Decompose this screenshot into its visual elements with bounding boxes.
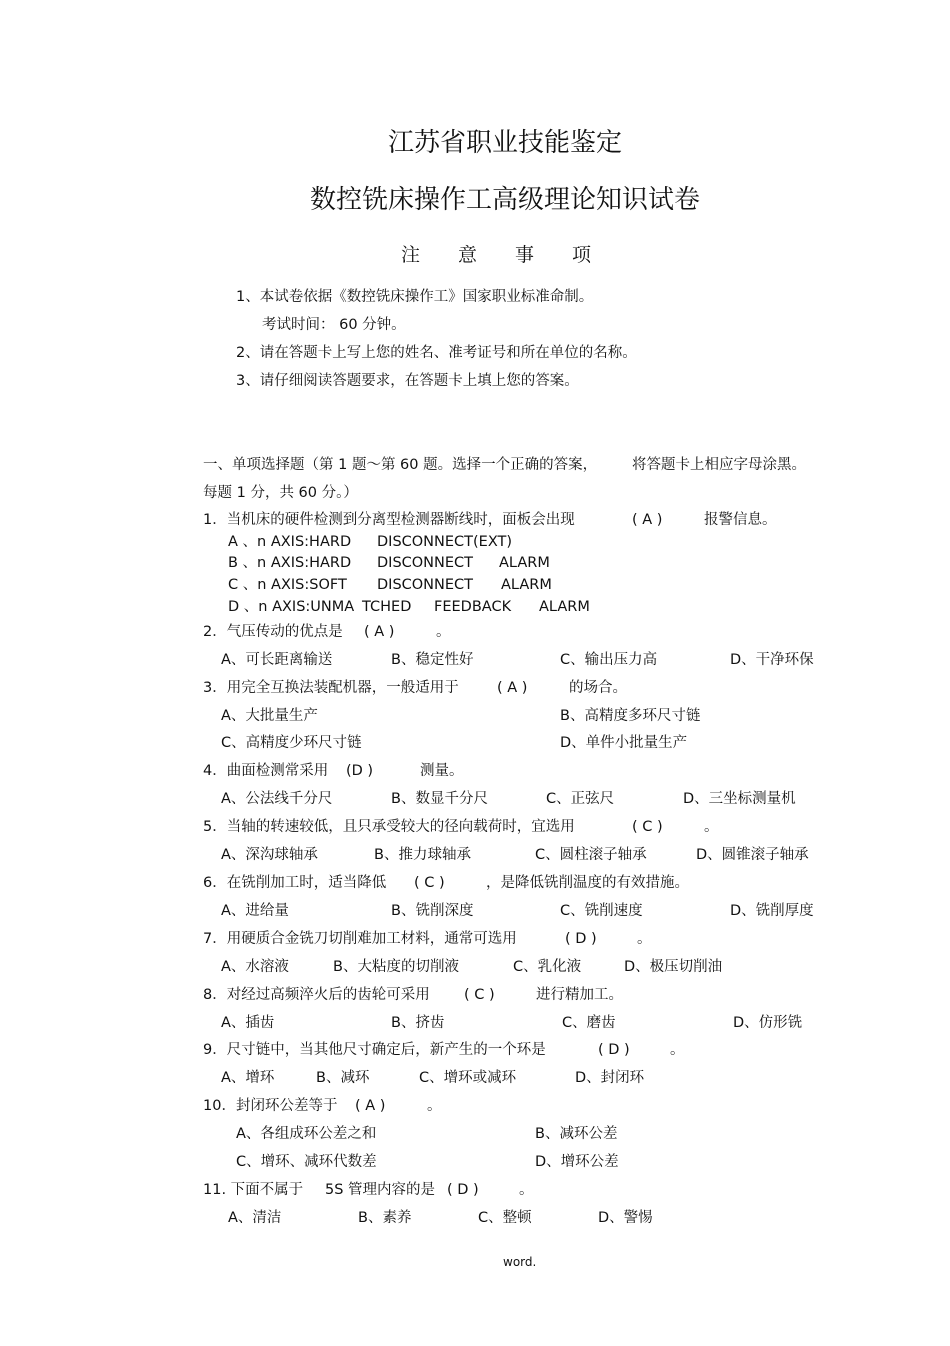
question-11-option-c: C、整顿 — [478, 1210, 532, 1226]
question-4-tail: 测量。 — [420, 763, 464, 779]
question-7-option-d: D、极压切削油 — [624, 959, 723, 975]
question-5-answer: ( C ) — [632, 819, 663, 835]
question-1-option-d-part: TCHED — [362, 599, 412, 615]
question-4-option-d: D、三坐标测量机 — [683, 791, 796, 807]
question-5-stem: 5．当轴的转速较低，且只承受较大的径向载荷时，宜选用 — [203, 819, 575, 835]
question-10-answer: ( A ) — [355, 1098, 386, 1114]
question-1-option-c-part: DISCONNECT — [377, 577, 474, 593]
question-5-tail: 。 — [704, 819, 719, 835]
section-instructions-b: 将答题卡上相应字母涂黑。 — [632, 457, 806, 473]
page-subtitle: 数控铣床操作工高级理论知识试卷 — [309, 185, 700, 215]
question-9-stem: 9．尺寸链中，当其他尺寸确定后，新产生的一个环是 — [203, 1042, 546, 1058]
question-7-stem: 7．用硬质合金铣刀切削难加工材料，通常可选用 — [203, 931, 517, 947]
notice-item-time: 考试时间： 60 分钟。 — [262, 317, 406, 333]
question-5-option-b: B、推力球轴承 — [374, 847, 471, 863]
question-2-stem: 2．气压传动的优点是 — [203, 624, 343, 640]
notice-item-3: 3、请仔细阅读答题要求，在答题卡上填上您的答案。 — [236, 373, 579, 389]
question-1-stem: 1．当机床的硬件检测到分离型检测器断线时，面板会出现 — [203, 512, 575, 528]
question-2-option-c: C、输出压力高 — [560, 652, 658, 668]
question-8-tail: 进行精加工。 — [536, 987, 623, 1003]
page-title: 江苏省职业技能鉴定 — [387, 128, 622, 158]
question-1-option-d-part: ALARM — [539, 599, 590, 615]
question-7-option-a: A、水溶液 — [221, 959, 289, 975]
question-1-option-d-part: FEEDBACK — [434, 599, 512, 615]
question-10-option-c: C、增环、减环代数差 — [236, 1154, 377, 1170]
question-8-option-c: C、磨齿 — [562, 1015, 616, 1031]
question-10-tail: 。 — [427, 1098, 442, 1114]
question-6-option-d: D、铣削厚度 — [730, 903, 814, 919]
question-6-tail: ，是降低铣削温度的有效措施。 — [486, 875, 689, 891]
question-6-option-c: C、铣削速度 — [560, 903, 643, 919]
question-6-option-b: B、铣削深度 — [391, 903, 474, 919]
question-11-option-a: A、清洁 — [228, 1210, 282, 1226]
page-footer: word. — [503, 1255, 537, 1269]
question-4-stem: 4．曲面检测常采用 — [203, 763, 329, 779]
question-2-option-a: A、可长距离输送 — [221, 652, 333, 668]
question-1-tail: 报警信息。 — [704, 512, 777, 528]
question-10-stem: 10．封闭环公差等于 — [203, 1098, 338, 1114]
question-3-option-c: C、高精度少环尺寸链 — [221, 735, 362, 751]
question-8-stem: 8．对经过高频淬火后的齿轮可采用 — [203, 987, 430, 1003]
question-3-answer: ( A ) — [497, 680, 528, 696]
question-6-stem: 6．在铣削加工时，适当降低 — [203, 875, 387, 891]
question-5-option-a: A、深沟球轴承 — [221, 847, 318, 863]
question-8-answer: ( C ) — [464, 987, 495, 1003]
question-2-answer: ( A ) — [364, 624, 395, 640]
question-11-answer: ( D ) — [447, 1182, 479, 1198]
section-scoring: 每题 1 分，共 60 分。） — [203, 485, 358, 501]
question-1-option-c-part: ALARM — [501, 577, 552, 593]
question-4-option-b: B、数显千分尺 — [391, 791, 488, 807]
question-2-tail: 。 — [436, 624, 451, 640]
question-1-option-c: C 、n AXIS:SOFT — [228, 577, 347, 593]
question-10-option-a: A、各组成环公差之和 — [236, 1126, 377, 1142]
notice-item-2: 2、请在答题卡上写上您的姓名、准考证号和所在单位的名称。 — [236, 345, 637, 361]
question-8-option-a: A、插齿 — [221, 1015, 275, 1031]
question-9-tail: 。 — [670, 1042, 685, 1058]
question-9-answer: ( D ) — [598, 1042, 630, 1058]
question-11-option-b: B、素养 — [358, 1210, 412, 1226]
question-5-option-c: C、圆柱滚子轴承 — [535, 847, 647, 863]
question-4-option-a: A、公法线千分尺 — [221, 791, 333, 807]
notice-item-1: 1、本试卷依据《数控铣床操作工》国家职业标准命制。 — [236, 289, 594, 305]
question-9-option-c: C、增环或减环 — [419, 1070, 517, 1086]
question-9-option-d: D、封闭环 — [575, 1070, 645, 1086]
question-7-answer: ( D ) — [565, 931, 597, 947]
question-6-option-a: A、进给量 — [221, 903, 289, 919]
question-10-option-d: D、增环公差 — [535, 1154, 619, 1170]
question-1-answer: ( A ) — [632, 512, 663, 528]
question-9-option-b: B、减环 — [316, 1070, 370, 1086]
question-1-option-b: B 、n AXIS:HARD — [228, 555, 352, 571]
question-1-option-b-part: ALARM — [499, 555, 550, 571]
question-7-tail: 。 — [637, 931, 652, 947]
question-2-option-d: D、干净环保 — [730, 652, 814, 668]
section-instructions-a: 一、单项选择题（第 1 题～第 60 题。选择一个正确的答案， — [203, 457, 598, 473]
question-11-option-d: D、警惕 — [598, 1210, 653, 1226]
question-8-option-d: D、仿形铣 — [733, 1015, 803, 1031]
question-9-option-a: A、增环 — [221, 1070, 275, 1086]
question-8-option-b: B、挤齿 — [391, 1015, 445, 1031]
question-7-option-c: C、乳化液 — [513, 959, 582, 975]
notice-heading: 注意事项 — [400, 244, 629, 266]
question-5-option-d: D、圆锥滚子轴承 — [696, 847, 809, 863]
question-11-stem: 11. 下面不属于 — [203, 1182, 304, 1198]
question-7-option-b: B、大粘度的切削液 — [333, 959, 459, 975]
question-3-option-b: B、高精度多环尺寸链 — [560, 708, 701, 724]
question-3-tail: 的场合。 — [569, 680, 627, 696]
question-1-option-b-part: DISCONNECT — [377, 555, 474, 571]
question-3-option-d: D、单件小批量生产 — [560, 735, 688, 751]
question-1-option-a-part: DISCONNECT(EXT) — [377, 534, 513, 550]
question-4-answer: (D ) — [346, 763, 374, 779]
question-4-option-c: C、正弦尺 — [546, 791, 615, 807]
question-11-tail: 。 — [519, 1182, 534, 1198]
question-11-stem-b: 5S 管理内容的是 — [325, 1182, 436, 1198]
question-2-option-b: B、稳定性好 — [391, 652, 474, 668]
question-1-option-d: D 、n AXIS:UNMA — [228, 599, 355, 615]
question-3-stem: 3．用完全互换法装配机器，一般适用于 — [203, 680, 459, 696]
question-3-option-a: A、大批量生产 — [221, 708, 318, 724]
question-1-option-a: A 、n AXIS:HARD — [228, 534, 352, 550]
question-10-option-b: B、减环公差 — [535, 1126, 618, 1142]
question-6-answer: ( C ) — [414, 875, 445, 891]
